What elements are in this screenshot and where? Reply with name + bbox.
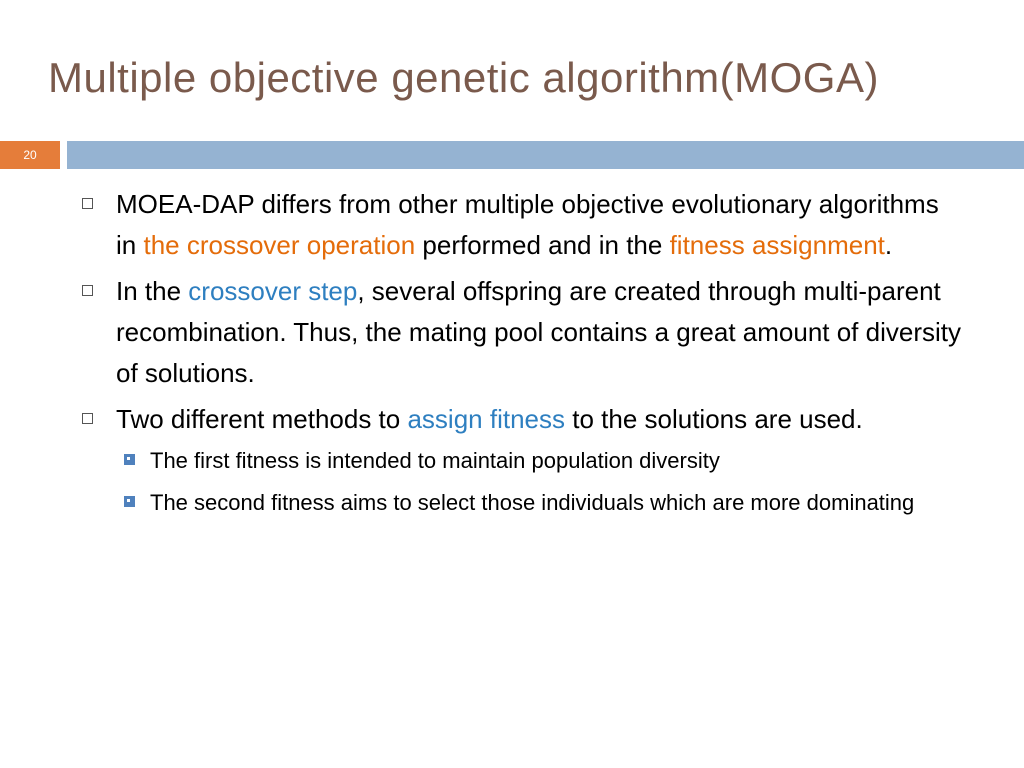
bullet-item-3 xyxy=(116,399,966,440)
sub-bullet-item-1 xyxy=(150,445,970,476)
title-separator-bar xyxy=(0,141,1024,169)
slide-number: 20 xyxy=(0,141,60,169)
bullet-2-text-2: , several offspring are created through multi-parent recombination. Thus, the mating pool contains a great amount of diversity of solutions. xyxy=(116,276,961,388)
bullet-3-highlight-assign-fitness: assign fitness xyxy=(407,404,565,434)
square-bullet-icon xyxy=(82,198,93,209)
bullet-2-text-1: In the xyxy=(116,276,189,306)
bullet-1-highlight-crossover-operation: the crossover operation xyxy=(143,230,416,260)
square-bullet-icon xyxy=(82,413,93,424)
bullet-1-highlight-fitness-assignment: fitness assignment xyxy=(669,230,885,260)
bullet-1-text-2: performed and in the xyxy=(415,230,670,260)
square-bullet-icon xyxy=(82,285,93,296)
separator-rule xyxy=(67,141,1024,169)
sub-bullet-item-2 xyxy=(150,487,970,518)
sub-bullet-1-text: The first fitness is intended to maintain population diversity xyxy=(150,448,720,473)
bullet-3-text-1: Two different methods to xyxy=(116,404,408,434)
bullet-item-1 xyxy=(116,184,966,266)
filled-square-bullet-icon xyxy=(124,454,135,465)
slide-title: Multiple objective genetic algorithm(MOGA) xyxy=(48,54,879,101)
bullet-3-text-2: to the solutions are used. xyxy=(565,404,863,434)
bullet-item-2 xyxy=(116,271,966,394)
sub-bullet-2-text: The second fitness aims to select those individuals which are more dominating xyxy=(150,490,915,515)
filled-square-bullet-icon xyxy=(124,496,135,507)
bullet-2-highlight-crossover-step: crossover step xyxy=(188,276,358,306)
bullet-1-text-3: . xyxy=(884,230,893,260)
slide-body xyxy=(0,184,1024,529)
bullet-1-text-1: MOEA-DAP differs from other multiple objective evolutionary algorithms in xyxy=(116,189,939,260)
